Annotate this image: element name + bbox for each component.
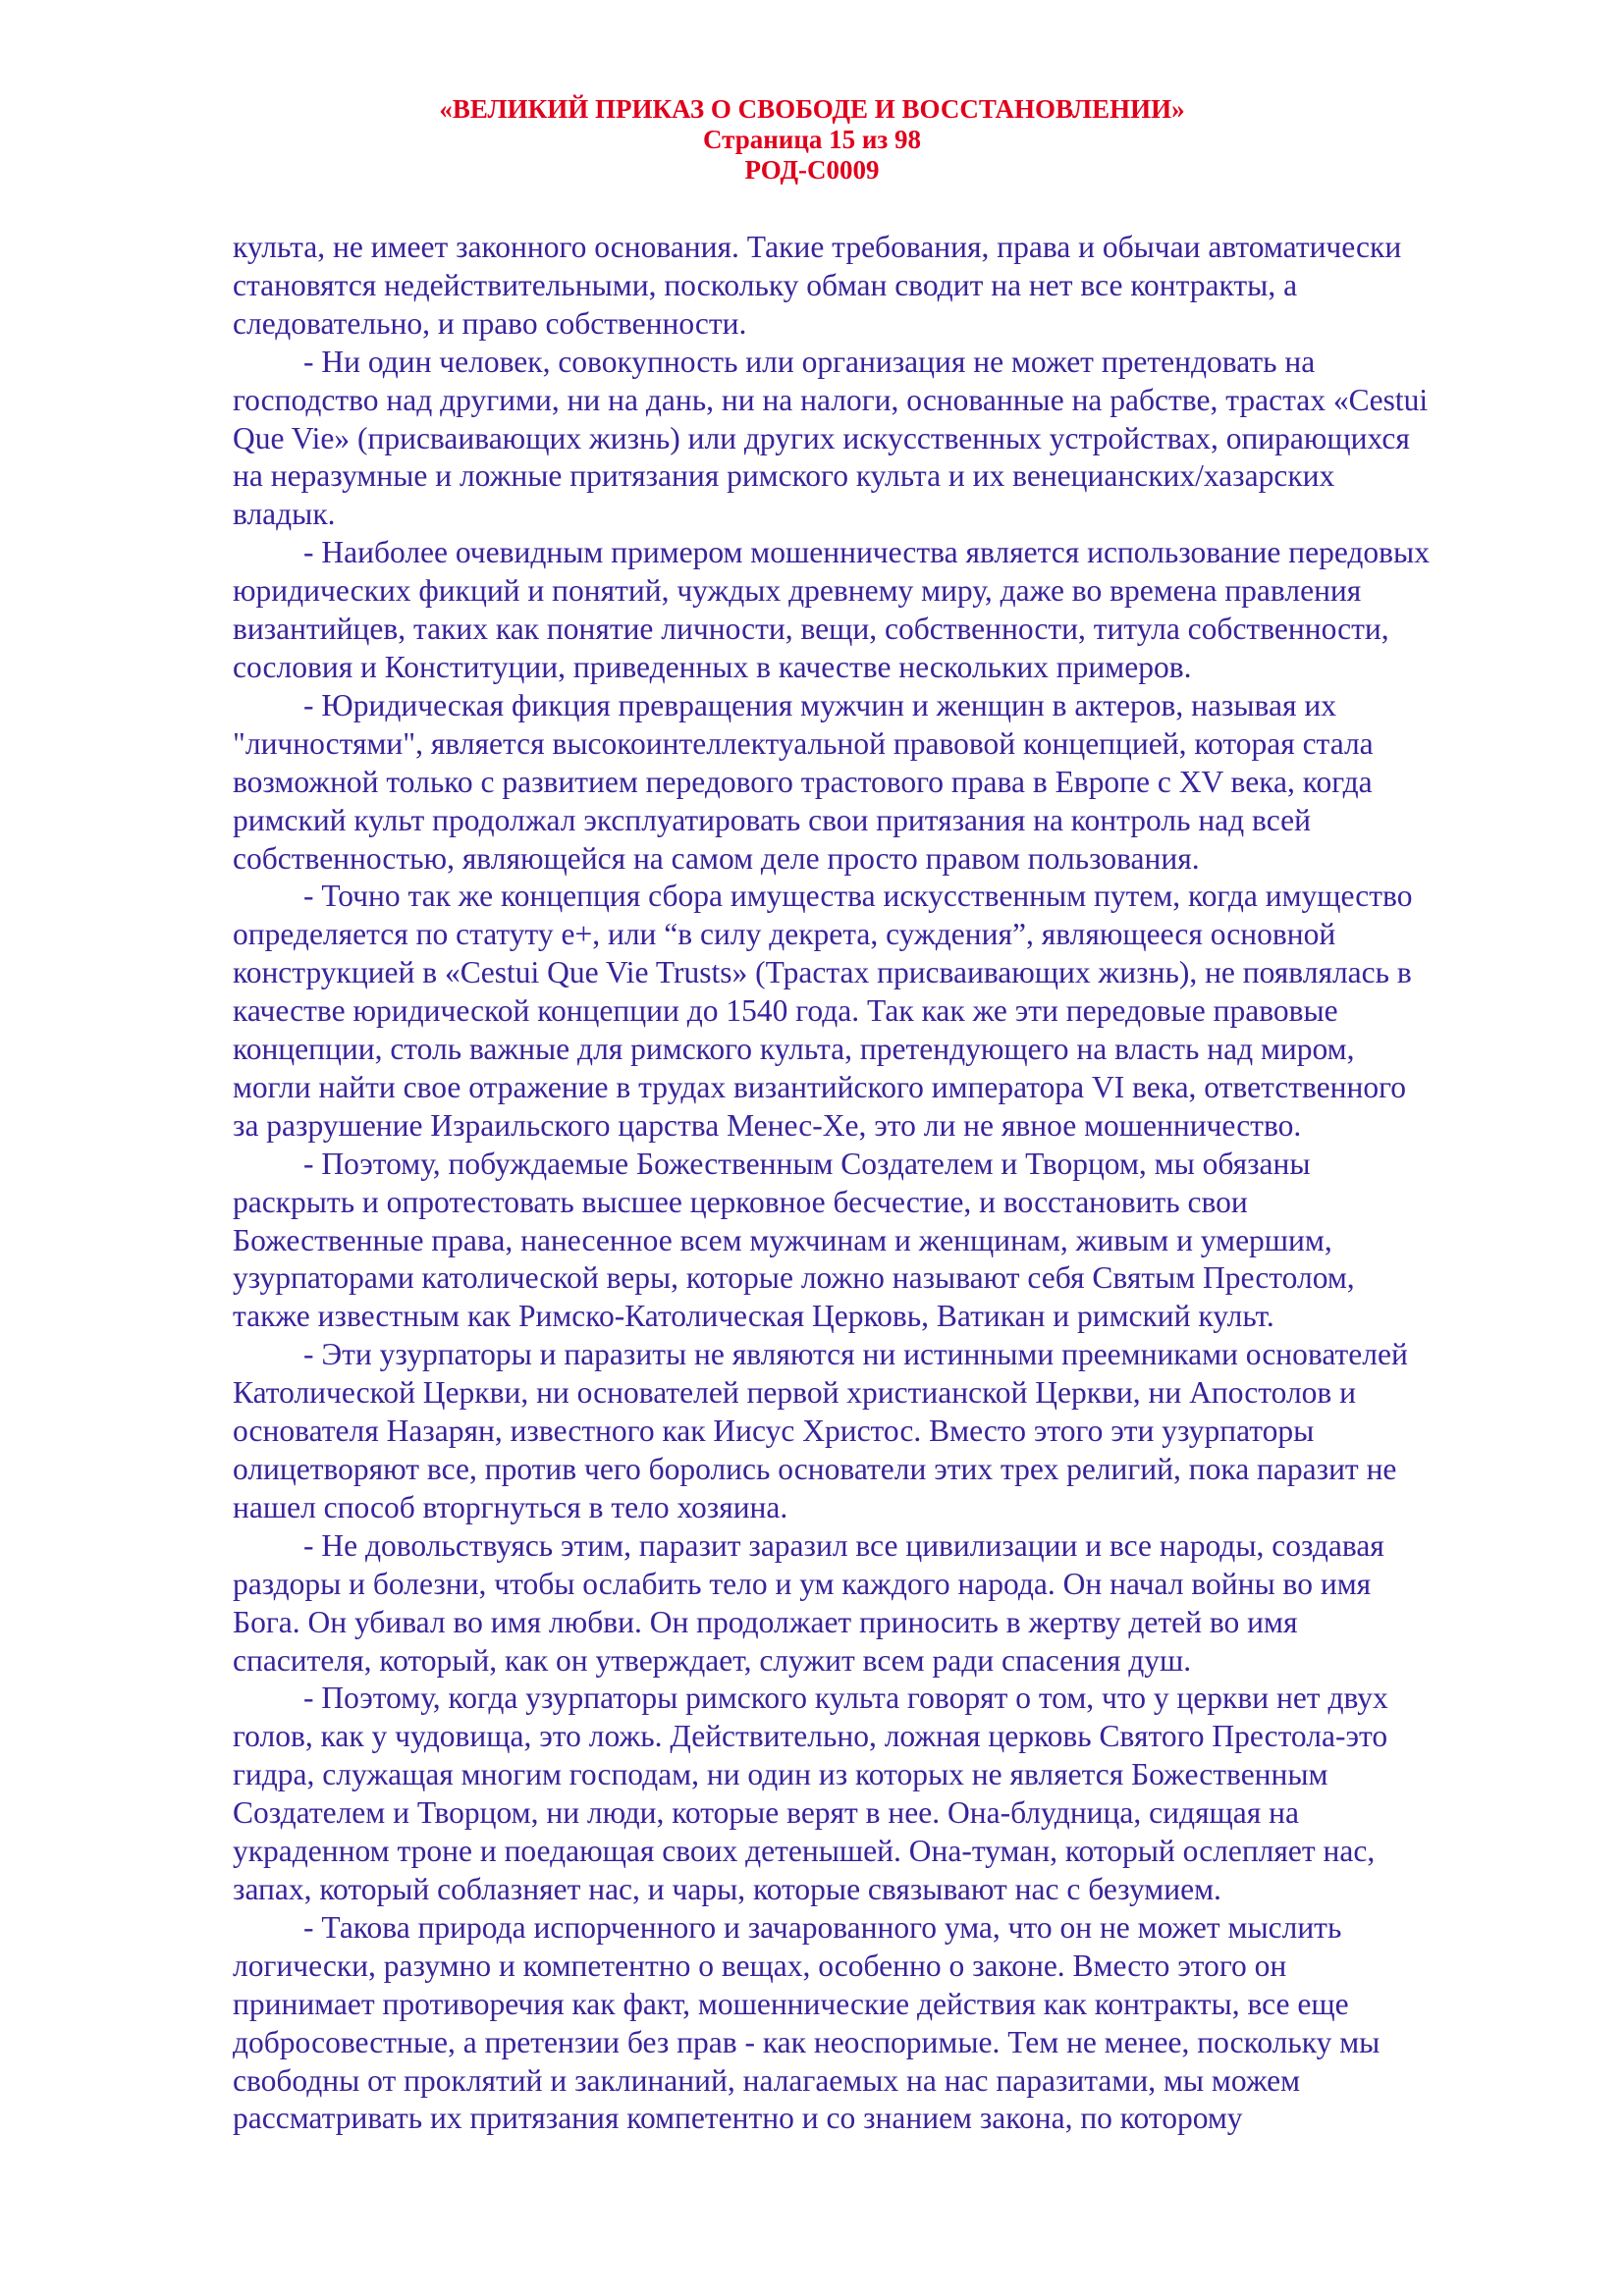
- text-line: могли найти свое отражение в трудах византийского императора VI века, ответственного: [233, 1069, 1407, 1104]
- text-line: владык.: [233, 497, 336, 532]
- body-text: [233, 229, 1529, 2138]
- text-line: гидра, служащая многим господам, ни один из которых не является Божественным: [233, 1757, 1328, 1792]
- text-line: определяется по статуту е+, или “в силу декрета, суждения”, являющееся основной: [233, 917, 1336, 952]
- text-line: олицетворяют все, против чего боролись основатели этих трех религий, пока паразит не: [233, 1452, 1397, 1486]
- paragraph-first-line: - Эти узурпаторы и паразиты не являются ни истинными преемниками основателей: [303, 1337, 1408, 1372]
- page-number: Страница 15 из 98: [702, 125, 922, 154]
- text-line: культа, не имеет законного основания. Такие требования, права и обычаи автоматически: [233, 230, 1402, 264]
- text-line: Бога. Он убивал во имя любви. Он продолжает приносить в жертву детей во имя: [233, 1604, 1298, 1639]
- text-line: собственностью, являющейся на самом деле просто правом пользования.: [233, 840, 1200, 876]
- text-line: концепции, столь важные для римского культа, претендующего на власть над миром,: [233, 1032, 1355, 1067]
- text-line: Католической Церкви, ни основателей первой христианской Церкви, ни Апостолов и: [233, 1375, 1357, 1411]
- paragraph-first-line: - Поэтому, побуждаемые Божественным Создателем и Творцом, мы обязаны: [303, 1146, 1311, 1181]
- text-line: на неразумные и ложные притязания римского культа и их венецианских/хазарских: [233, 458, 1335, 494]
- text-line: возможной только с развитием передового трастового права в Европе с XV века, когда: [233, 764, 1373, 799]
- text-line: господство над другими, ни на дань, ни на налоги, основанные на рабстве, трастах «Cestui: [233, 382, 1429, 417]
- text-line: запах, который соблазняет нас, и чары, которые связывают нас с безумием.: [233, 1871, 1221, 1906]
- text-line: сословия и Конституции, приведенных в качестве нескольких примеров.: [233, 649, 1192, 684]
- text-line: византийцев, таких как понятие личности, вещи, собственности, титула собственности,: [233, 612, 1389, 647]
- text-line: узурпаторами католической веры, которые ложно называют себя Святым Престолом,: [233, 1260, 1355, 1296]
- paragraph-first-line: - Такова природа испорченного и зачарованного ума, что он не может мыслить: [303, 1909, 1342, 1945]
- text-line: становятся недействительными, поскольку обман сводит на нет все контракты, а: [233, 267, 1298, 302]
- document-title: «ВЕЛИКИЙ ПРИКАЗ О СВОБОДЕ И ВОССТАНОВЛЕНИИ»: [439, 94, 1185, 124]
- text-line: качестве юридической концепции до 1540 года. Так как же эти передовые правовые: [233, 993, 1338, 1029]
- text-line: следовательно, и право собственности.: [233, 305, 747, 341]
- text-line: Создателем и Творцом, ни люди, которые верят в нее. Она-блудница, сидящая на: [233, 1795, 1299, 1831]
- text-line: принимает противоречия как факт, мошеннические действия как контракты, все еще: [233, 1986, 1349, 2021]
- paragraph-first-line: - Наиболее очевидным примером мошенничества является использование передовых: [303, 535, 1430, 570]
- text-line: за разрушение Израильского царства Менес-Хе, это ли не явное мошенничество.: [233, 1107, 1302, 1143]
- text-line: свободны от проклятий и заклинаний, налагаемых на нас паразитами, мы можем: [233, 2062, 1301, 2098]
- paragraph-first-line: - Поэтому, когда узурпаторы римского культа говорят о том, что у церкви нет двух: [303, 1681, 1388, 1716]
- text-line: юридических фикций и понятий, чуждых древнему миру, даже во времена правления: [233, 573, 1362, 609]
- text-line: раскрыть и опротестовать высшее церковное бесчестие, и восстановить свои: [233, 1184, 1248, 1219]
- text-line: украденном троне и поедающая своих детенышей. Она-туман, который ослепляет нас,: [233, 1834, 1376, 1869]
- text-line: Que Vie» (присваивающих жизнь) или других искусственных устройствах, опирающихся: [233, 420, 1410, 455]
- document-code: РОД-С0009: [744, 155, 880, 185]
- text-line: логически, разумно и компетентно о вещах, особенно о законе. Вместо этого он: [233, 1948, 1287, 1983]
- text-line: основателя Назарян, известного как Иисус Христос. Вместо этого эти узурпаторы: [233, 1414, 1315, 1449]
- paragraph-first-line: - Не довольствуясь этим, паразит заразил все цивилизации и все народы, создавая: [303, 1527, 1384, 1563]
- text-line: конструкцией в «Cestui Que Vie Trusts» (Трастах присваивающих жизнь), не появлялась в: [233, 955, 1412, 990]
- text-line: "личностями", является высокоинтеллектуальной правовой концепцией, которая стала: [233, 725, 1374, 761]
- text-line: римский культ продолжал эксплуатировать свои притязания на контроль над всей: [233, 802, 1311, 837]
- text-line: также известным как Римско-Католическая Церковь, Ватикан и римский культ.: [233, 1299, 1274, 1334]
- text-line: голов, как у чудовища, это ложь. Действительно, ложная церковь Святого Престола-это: [233, 1719, 1388, 1754]
- text-line: раздоры и болезни, чтобы ослабить тело и ум каждого народа. Он начал войны во имя: [233, 1566, 1372, 1601]
- text-line: нашел способ вторгнуться в тело хозяина.: [233, 1489, 788, 1524]
- paragraph-first-line: - Юридическая фикция превращения мужчин и женщин в актеров, называя их: [303, 687, 1336, 722]
- page-header: [0, 94, 1624, 186]
- text-line: Божественные права, нанесенное всем мужчинам и женщинам, живым и умершим,: [233, 1222, 1332, 1257]
- text-line: рассматривать их притязания компетентно и со знанием закона, по которому: [233, 2101, 1243, 2136]
- text-line: спасителя, который, как он утверждает, служит всем ради спасения душ.: [233, 1642, 1192, 1678]
- paragraph-first-line: - Точно так же концепция сбора имущества искусственным путем, когда имущество: [303, 879, 1413, 914]
- paragraph-first-line: - Ни один человек, совокупность или организация не может претендовать на: [303, 344, 1316, 379]
- text-line: добросовестные, а претензии без прав - как неоспоримые. Тем не менее, поскольку мы: [233, 2024, 1380, 2059]
